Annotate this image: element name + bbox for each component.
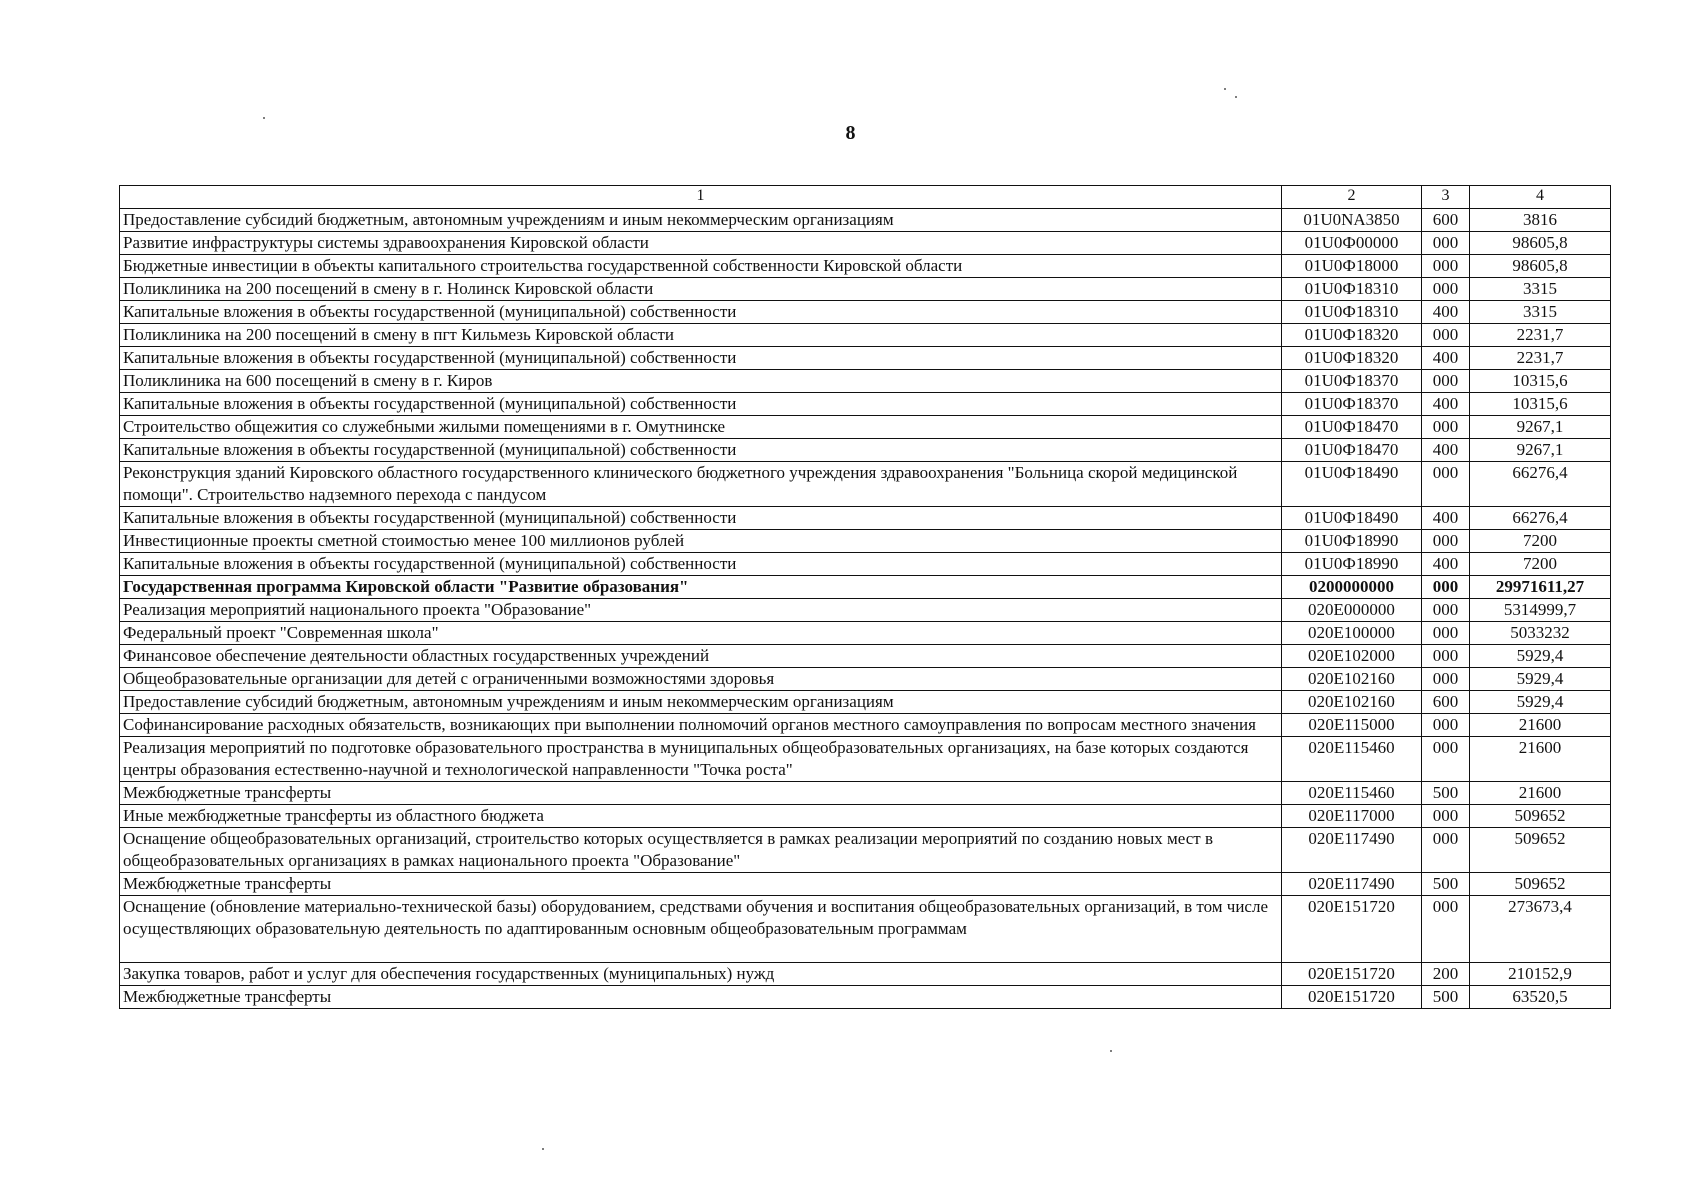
row-expense-type-cell: 200 xyxy=(1422,963,1470,986)
row-amount-cell: 9267,1 xyxy=(1470,416,1611,439)
row-code-cell: 01U0Ф18370 xyxy=(1282,393,1422,416)
row-expense-type-cell: 000 xyxy=(1422,416,1470,439)
row-expense-type-cell: 000 xyxy=(1422,530,1470,553)
row-expense-type-cell: 400 xyxy=(1422,553,1470,576)
table-row xyxy=(120,737,1611,782)
row-amount-cell: 66276,4 xyxy=(1470,507,1611,530)
row-name-cell: Межбюджетные трансферты xyxy=(120,986,1282,1009)
row-amount-cell: 63520,5 xyxy=(1470,986,1611,1009)
row-name-cell: Государственная программа Кировской области "Развитие образования" xyxy=(120,576,1282,599)
scan-speck xyxy=(542,1148,544,1150)
table-row xyxy=(120,209,1611,232)
row-amount-cell: 21600 xyxy=(1470,782,1611,805)
row-expense-type-cell: 000 xyxy=(1422,714,1470,737)
row-amount-cell: 9267,1 xyxy=(1470,439,1611,462)
row-expense-type-cell: 000 xyxy=(1422,278,1470,301)
row-expense-type-cell: 400 xyxy=(1422,507,1470,530)
row-name-cell: Софинансирование расходных обязательств, возникающих при выполнении полномочий органов местного самоуправления по вопросам местного значения xyxy=(120,714,1282,737)
row-amount-cell: 21600 xyxy=(1470,714,1611,737)
row-amount-cell: 509652 xyxy=(1470,828,1611,873)
row-name-cell: Общеобразовательные организации для детей с ограниченными возможностями здоровья xyxy=(120,668,1282,691)
scan-speck xyxy=(1110,1050,1112,1052)
row-code-cell: 01U0Ф18990 xyxy=(1282,553,1422,576)
row-code-cell: 020E117490 xyxy=(1282,873,1422,896)
row-code-cell: 01U0Ф18990 xyxy=(1282,530,1422,553)
row-expense-type-cell: 500 xyxy=(1422,782,1470,805)
row-amount-cell: 29971611,27 xyxy=(1470,576,1611,599)
row-expense-type-cell: 400 xyxy=(1422,301,1470,324)
row-amount-cell: 2231,7 xyxy=(1470,324,1611,347)
row-code-cell: 020E151720 xyxy=(1282,896,1422,963)
row-amount-cell: 7200 xyxy=(1470,530,1611,553)
row-expense-type-cell: 000 xyxy=(1422,896,1470,963)
row-code-cell: 01U0Ф18490 xyxy=(1282,462,1422,507)
column-number-2: 2 xyxy=(1282,186,1422,209)
row-name-cell: Оснащение (обновление материально-технической базы) оборудованием, средствами обучения и воспитания общеобразовательных организаций, в том числе осуществляющих образовательную деятельность по адаптированным основным общеобразовательным программам xyxy=(120,896,1282,963)
row-code-cell: 01U0Ф18320 xyxy=(1282,324,1422,347)
table-row xyxy=(120,393,1611,416)
row-name-cell: Предоставление субсидий бюджетным, автономным учреждениям и иным некоммерческим организациям xyxy=(120,209,1282,232)
budget-table-container xyxy=(119,185,1610,1009)
row-amount-cell: 210152,9 xyxy=(1470,963,1611,986)
row-amount-cell: 5929,4 xyxy=(1470,691,1611,714)
table-row xyxy=(120,986,1611,1009)
row-code-cell: 020E000000 xyxy=(1282,599,1422,622)
row-code-cell: 01U0NA3850 xyxy=(1282,209,1422,232)
row-code-cell: 020E151720 xyxy=(1282,963,1422,986)
row-code-cell: 020E115460 xyxy=(1282,782,1422,805)
row-name-cell: Бюджетные инвестиции в объекты капитального строительства государственной собственности Кировской области xyxy=(120,255,1282,278)
row-amount-cell: 5033232 xyxy=(1470,622,1611,645)
row-amount-cell: 509652 xyxy=(1470,873,1611,896)
table-row xyxy=(120,963,1611,986)
row-expense-type-cell: 500 xyxy=(1422,986,1470,1009)
table-row xyxy=(120,507,1611,530)
scan-speck xyxy=(1224,88,1226,90)
row-expense-type-cell: 000 xyxy=(1422,645,1470,668)
row-name-cell: Поликлиника на 200 посещений в смену в г. Нолинск Кировской области xyxy=(120,278,1282,301)
page-number: 8 xyxy=(845,122,856,144)
row-name-cell: Иные межбюджетные трансферты из областного бюджета xyxy=(120,805,1282,828)
row-amount-cell: 5929,4 xyxy=(1470,668,1611,691)
row-code-cell: 020E117000 xyxy=(1282,805,1422,828)
row-code-cell: 020E102000 xyxy=(1282,645,1422,668)
row-expense-type-cell: 400 xyxy=(1422,393,1470,416)
row-code-cell: 0200000000 xyxy=(1282,576,1422,599)
row-name-cell: Инвестиционные проекты сметной стоимостью менее 100 миллионов рублей xyxy=(120,530,1282,553)
table-row xyxy=(120,439,1611,462)
row-expense-type-cell: 000 xyxy=(1422,599,1470,622)
table-row xyxy=(120,278,1611,301)
row-code-cell: 020E115460 xyxy=(1282,737,1422,782)
table-row xyxy=(120,462,1611,507)
row-expense-type-cell: 000 xyxy=(1422,668,1470,691)
row-name-cell: Капитальные вложения в объекты государственной (муниципальной) собственности xyxy=(120,553,1282,576)
row-code-cell: 01U0Ф18310 xyxy=(1282,278,1422,301)
row-code-cell: 020E115000 xyxy=(1282,714,1422,737)
table-row xyxy=(120,553,1611,576)
row-code-cell: 01U0Ф18000 xyxy=(1282,255,1422,278)
row-amount-cell: 5929,4 xyxy=(1470,645,1611,668)
row-code-cell: 01U0Ф18470 xyxy=(1282,416,1422,439)
row-amount-cell: 21600 xyxy=(1470,737,1611,782)
row-name-cell: Капитальные вложения в объекты государственной (муниципальной) собственности xyxy=(120,301,1282,324)
row-name-cell: Развитие инфраструктуры системы здравоохранения Кировской области xyxy=(120,232,1282,255)
row-name-cell: Межбюджетные трансферты xyxy=(120,782,1282,805)
table-row xyxy=(120,622,1611,645)
row-expense-type-cell: 000 xyxy=(1422,324,1470,347)
table-row xyxy=(120,873,1611,896)
row-expense-type-cell: 600 xyxy=(1422,209,1470,232)
table-row xyxy=(120,828,1611,873)
scan-speck xyxy=(1235,96,1237,98)
row-name-cell: Поликлиника на 200 посещений в смену в пгт Кильмезь Кировской области xyxy=(120,324,1282,347)
column-number-1: 1 xyxy=(120,186,1282,209)
table-row xyxy=(120,576,1611,599)
row-name-cell: Строительство общежития со служебными жилыми помещениями в г. Омутнинске xyxy=(120,416,1282,439)
column-number-3: 3 xyxy=(1422,186,1470,209)
table-row xyxy=(120,530,1611,553)
table-row xyxy=(120,370,1611,393)
row-code-cell: 020E102160 xyxy=(1282,668,1422,691)
row-expense-type-cell: 400 xyxy=(1422,347,1470,370)
row-amount-cell: 10315,6 xyxy=(1470,370,1611,393)
row-expense-type-cell: 600 xyxy=(1422,691,1470,714)
row-amount-cell: 3315 xyxy=(1470,301,1611,324)
row-name-cell: Федеральный проект "Современная школа" xyxy=(120,622,1282,645)
row-name-cell: Капитальные вложения в объекты государственной (муниципальной) собственности xyxy=(120,439,1282,462)
row-expense-type-cell: 000 xyxy=(1422,462,1470,507)
row-code-cell: 01U0Ф00000 xyxy=(1282,232,1422,255)
row-code-cell: 020E102160 xyxy=(1282,691,1422,714)
row-amount-cell: 98605,8 xyxy=(1470,255,1611,278)
row-code-cell: 020E151720 xyxy=(1282,986,1422,1009)
table-row xyxy=(120,301,1611,324)
row-expense-type-cell: 000 xyxy=(1422,255,1470,278)
row-amount-cell: 2231,7 xyxy=(1470,347,1611,370)
row-code-cell: 01U0Ф18490 xyxy=(1282,507,1422,530)
table-row xyxy=(120,232,1611,255)
row-expense-type-cell: 000 xyxy=(1422,370,1470,393)
row-expense-type-cell: 000 xyxy=(1422,828,1470,873)
row-code-cell: 01U0Ф18370 xyxy=(1282,370,1422,393)
table-row xyxy=(120,782,1611,805)
table-row xyxy=(120,347,1611,370)
row-amount-cell: 98605,8 xyxy=(1470,232,1611,255)
row-amount-cell: 10315,6 xyxy=(1470,393,1611,416)
row-amount-cell: 66276,4 xyxy=(1470,462,1611,507)
row-code-cell: 01U0Ф18310 xyxy=(1282,301,1422,324)
column-number-4: 4 xyxy=(1470,186,1611,209)
row-expense-type-cell: 000 xyxy=(1422,737,1470,782)
row-amount-cell: 7200 xyxy=(1470,553,1611,576)
row-expense-type-cell: 000 xyxy=(1422,576,1470,599)
row-expense-type-cell: 000 xyxy=(1422,622,1470,645)
table-row xyxy=(120,599,1611,622)
table-row xyxy=(120,805,1611,828)
row-expense-type-cell: 000 xyxy=(1422,805,1470,828)
row-amount-cell: 273673,4 xyxy=(1470,896,1611,963)
row-code-cell: 01U0Ф18320 xyxy=(1282,347,1422,370)
row-code-cell: 020E100000 xyxy=(1282,622,1422,645)
row-name-cell: Закупка товаров, работ и услуг для обеспечения государственных (муниципальных) нужд xyxy=(120,963,1282,986)
row-code-cell: 01U0Ф18470 xyxy=(1282,439,1422,462)
row-name-cell: Поликлиника на 600 посещений в смену в г. Киров xyxy=(120,370,1282,393)
row-amount-cell: 3816 xyxy=(1470,209,1611,232)
budget-table xyxy=(119,185,1611,1009)
row-amount-cell: 509652 xyxy=(1470,805,1611,828)
row-expense-type-cell: 400 xyxy=(1422,439,1470,462)
row-name-cell: Реализация мероприятий по подготовке образовательного пространства в муниципальных общеобразовательных организациях, на базе которых создаются центры образования естественно-научной и технологической направленности "Точка роста" xyxy=(120,737,1282,782)
row-name-cell: Реализация мероприятий национального проекта "Образование" xyxy=(120,599,1282,622)
row-name-cell: Капитальные вложения в объекты государственной (муниципальной) собственности xyxy=(120,347,1282,370)
row-name-cell: Оснащение общеобразовательных организаций, строительство которых осуществляется в рамках реализации мероприятий по созданию новых мест в общеобразовательных организациях в рамках национального проекта "Образование" xyxy=(120,828,1282,873)
table-row xyxy=(120,668,1611,691)
row-name-cell: Реконструкция зданий Кировского областного государственного клинического бюджетного учреждения здравоохранения "Больница скорой медицинской помощи". Строительство надземного перехода с пандусом xyxy=(120,462,1282,507)
table-row xyxy=(120,645,1611,668)
column-number-row xyxy=(120,186,1611,209)
scan-speck xyxy=(263,117,265,119)
row-expense-type-cell: 500 xyxy=(1422,873,1470,896)
row-name-cell: Капитальные вложения в объекты государственной (муниципальной) собственности xyxy=(120,507,1282,530)
row-expense-type-cell: 000 xyxy=(1422,232,1470,255)
row-name-cell: Межбюджетные трансферты xyxy=(120,873,1282,896)
table-row xyxy=(120,416,1611,439)
table-row xyxy=(120,691,1611,714)
row-name-cell: Предоставление субсидий бюджетным, автономным учреждениям и иным некоммерческим организациям xyxy=(120,691,1282,714)
row-amount-cell: 5314999,7 xyxy=(1470,599,1611,622)
table-row xyxy=(120,714,1611,737)
row-name-cell: Капитальные вложения в объекты государственной (муниципальной) собственности xyxy=(120,393,1282,416)
table-row xyxy=(120,896,1611,963)
table-body xyxy=(120,209,1611,1009)
row-amount-cell: 3315 xyxy=(1470,278,1611,301)
table-row xyxy=(120,324,1611,347)
row-code-cell: 020E117490 xyxy=(1282,828,1422,873)
table-row xyxy=(120,255,1611,278)
row-name-cell: Финансовое обеспечение деятельности областных государственных учреждений xyxy=(120,645,1282,668)
